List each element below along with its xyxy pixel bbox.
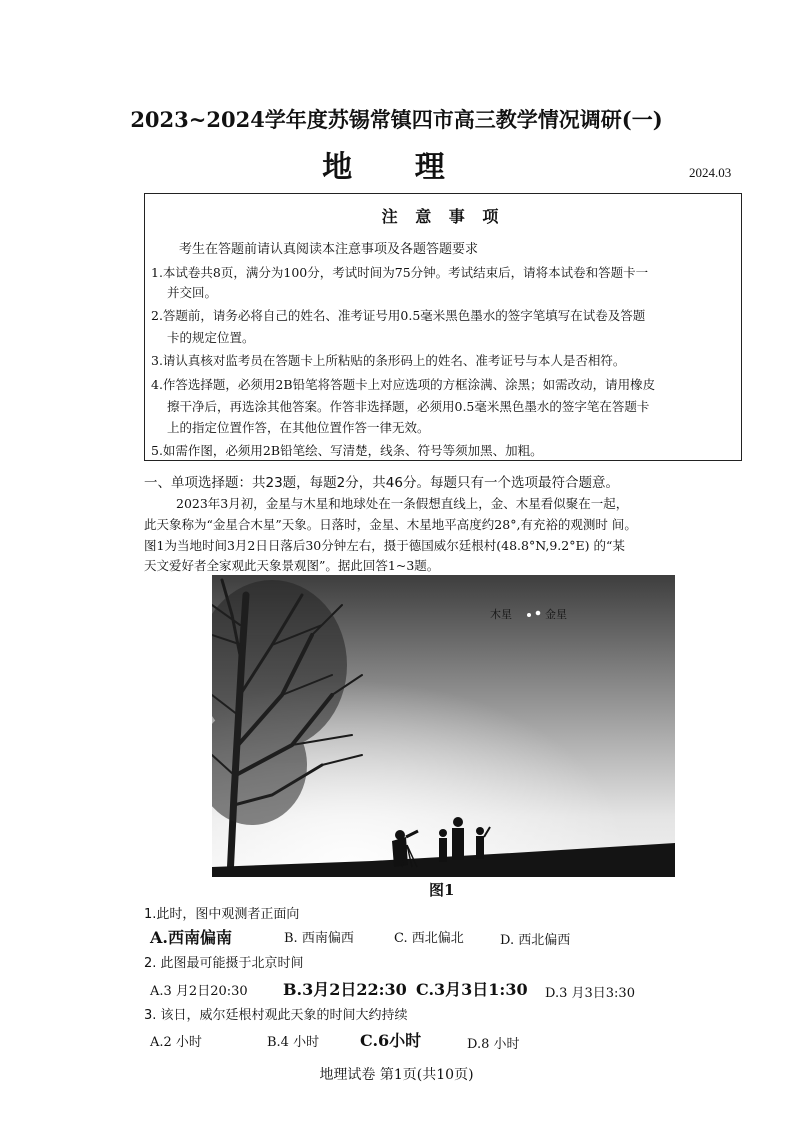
notice-intro: 考生在答题前请认真阅读本注意事项及各题答题要求 bbox=[179, 242, 479, 257]
exam-date: 2024.03 bbox=[689, 165, 732, 180]
paragraph-line: 此天象称为“金星合木星”天象。日落时，金星、木星地平高度约28°,有充裕的观测时 间。 bbox=[144, 517, 637, 532]
notice-line: 1.本试卷共8页，满分为100分，考试时间为75分钟。考试结束后，请将本试卷和答题卡一 bbox=[151, 265, 649, 280]
paragraph-line: 2023年3月初，金星与木星和地球处在一条假想直线上，金、木星看似聚在一起， bbox=[176, 496, 629, 511]
exam-title: 2023~2024学年度苏锡常镇四市高三教学情况调研(一) bbox=[130, 107, 663, 132]
option-d[interactable]: D.8 小时 bbox=[467, 1037, 520, 1052]
question-stem: 2. 此图最可能摄于北京时间 bbox=[144, 956, 304, 971]
option-a[interactable]: A.2 小时 bbox=[150, 1035, 202, 1050]
notice-line: 2.答题前，请务必将自己的姓名、准考证号用0.5毫米黑色墨水的签字笔填写在试卷及答题 bbox=[151, 308, 646, 323]
option-a[interactable]: A.西南偏南 bbox=[150, 928, 232, 947]
question-stem: 3. 该日，威尔廷根村观此天象的时间大约持续 bbox=[144, 1008, 408, 1023]
option-b[interactable]: B.4 小时 bbox=[267, 1035, 320, 1050]
option-c[interactable]: C.6小时 bbox=[360, 1031, 422, 1050]
subject-title: 地 理 bbox=[322, 150, 471, 185]
page-footer: 地理试卷 第1页(共10页) bbox=[319, 1067, 474, 1083]
notice-line: 卡的规定位置。 bbox=[167, 330, 255, 345]
option-b[interactable]: B.3月2日22:30 bbox=[283, 980, 407, 999]
paragraph-line: 图1为当地时间3月2日日落后30分钟左右，摄于德国威尔廷根村(48.8°N,9.2°E) 的“某 bbox=[144, 538, 625, 553]
notice-line: 并交回。 bbox=[167, 285, 218, 300]
question-stem: 1.此时，图中观测者正面向 bbox=[144, 907, 300, 922]
notice-line: 4.作答选择题，必须用2B铅笔将答题卡上对应选项的方框涂满、涂黑；如需改动，请用橡皮 bbox=[151, 377, 656, 392]
notice-line: 3.请认真核对监考员在答题卡上所粘贴的条形码上的姓名、准考证号与本人是否相符。 bbox=[151, 353, 626, 368]
section-heading: 一、单项选择题：共23题，每题2分，共46分。每题只有一个选项最符合题意。 bbox=[144, 475, 619, 491]
option-c[interactable]: C.3月3日1:30 bbox=[416, 980, 528, 999]
notice-line: 5.如需作图，必须用2B铅笔绘、写清楚，线条、符号等须加黑、加粗。 bbox=[151, 443, 543, 458]
label-jupiter: 木星 bbox=[490, 608, 512, 621]
sky-photo bbox=[212, 575, 675, 877]
option-a[interactable]: A.3 月2日20:30 bbox=[150, 984, 248, 999]
option-d[interactable]: D.3 月3日3:30 bbox=[545, 986, 635, 1001]
notice-box bbox=[144, 193, 742, 461]
notice-line: 上的指定位置作答，在其他位置作答一律无效。 bbox=[167, 420, 430, 435]
label-venus: 金星 bbox=[545, 608, 567, 621]
option-b[interactable]: B. 西南偏西 bbox=[284, 931, 354, 946]
option-d[interactable]: D. 西北偏西 bbox=[500, 933, 571, 948]
figure-caption: 图1 bbox=[429, 881, 455, 899]
notice-title: 注 意 事 项 bbox=[381, 207, 505, 226]
paragraph-line: 天文爱好者全家观此天象景观图”。据此回答1~3题。 bbox=[144, 558, 440, 573]
option-c[interactable]: C. 西北偏北 bbox=[394, 931, 464, 946]
notice-line: 擦干净后，再选涂其他答案。作答非选择题，必须用0.5毫米黑色墨水的签字笔在答题卡 bbox=[167, 399, 650, 414]
